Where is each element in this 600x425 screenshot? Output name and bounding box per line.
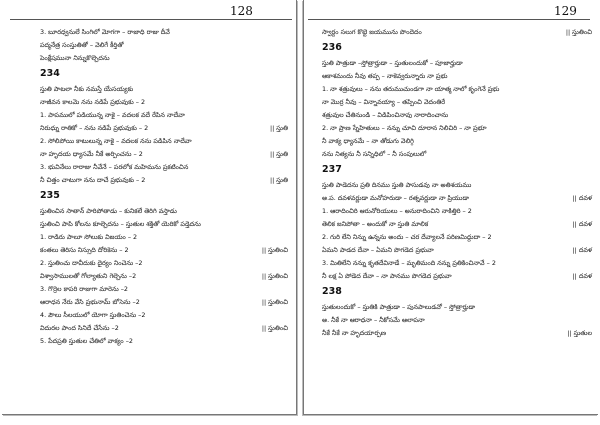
line-text: స్తుతి పాటలా నీకు నమస్తే యేసయ్యకు	[40, 85, 134, 93]
song-line	[322, 179, 592, 192]
line-text: 4. పౌలు సీలయులో యోగా స్తుతించెను –2	[40, 311, 146, 319]
song-line	[322, 122, 592, 135]
refrain-tag: || దవళ	[572, 192, 592, 205]
line-text: స్తుతి పాడెదను ప్రతి దినము స్తుతి పాసుడవు నా అతిశయము	[322, 181, 472, 189]
line-text: నను నిత్యను నీ సన్నిధిలో – నీ సంపులులో	[322, 150, 427, 158]
song-number	[322, 285, 592, 299]
line-text: 2. సోలిపోయి కాటులున్న నాకై – వదలక నను పడిపిన నాదేవా	[40, 137, 192, 145]
line-text: నీ వాక్య ధ్యానమే – నా తోడుగు వెలిగ్గి	[322, 137, 414, 145]
song-line	[322, 218, 592, 231]
song-line	[40, 205, 288, 218]
left-page	[2, 0, 297, 415]
line-text: పెంక్షేషమునా నిన్నుకొల్చెదను	[40, 54, 110, 62]
line-text: నా హృదయ ధ్యాసమే నీకే అర్పించను – 2	[40, 150, 143, 158]
refrain-tag: || స్తుతించి	[566, 26, 592, 39]
line-text: 1. రాడిరు పాలూ సోలుకు విజయం – 2	[40, 233, 138, 241]
song-line	[322, 96, 592, 109]
line-text: 2. గురి లేని నిన్ను ఉన్నను అందు – చర దేవ్యాలనే పరిణమిద్దుదా – 2	[322, 233, 492, 241]
page-content	[40, 26, 288, 348]
refrain-tag: || స్తుతించి	[262, 270, 288, 283]
song-line	[40, 26, 288, 39]
song-line	[322, 83, 592, 96]
line-text: 1. నా శత్రువులు – నను తరుముచుండగా నా యాత్మ నాలో కృంగెనే ప్రభు	[322, 85, 500, 93]
song-line	[40, 39, 288, 52]
line-text: అ. నీకే నా ఆరాధనా – నీకోసమే ఆలాపనా	[322, 316, 425, 324]
song-line	[40, 283, 288, 296]
song-line	[40, 96, 288, 109]
line-text: 237	[322, 164, 342, 175]
page-number: 129	[554, 4, 577, 18]
song-line	[40, 174, 288, 187]
line-text: 3. బూరధ్వనులే సింగిలో మోగగా – రాజాధి రాజు దీవే	[40, 28, 170, 36]
line-text: విదురల పాంద సినిదే చేసేను –2	[40, 324, 119, 332]
refrain-tag: || దవళ	[572, 270, 592, 283]
song-line	[40, 296, 288, 309]
song-line	[322, 231, 592, 244]
song-line	[40, 309, 288, 322]
refrain-tag: || స్తుతి	[270, 122, 288, 135]
line-text: 3. గొర్రెల కాపరి రాజుగా మారెను –2	[40, 285, 128, 293]
song-line	[322, 301, 592, 314]
line-text: నీకే నీకే నా హృదయార్పణ	[322, 329, 386, 337]
song-line	[40, 244, 288, 257]
line-text: అ.ప. దవళవర్ణుడా మనోహరుడా – రత్నవర్ణుడా నా ప్రియుడా	[322, 194, 469, 202]
song-line	[322, 135, 592, 148]
song-line	[322, 26, 592, 39]
line-text: 2. నా ప్రాణ స్నేహితులు – నన్ను చూచి దూరాన నిలిచిరి – నా ప్రభూ	[322, 124, 487, 132]
line-text: 236	[322, 42, 342, 53]
page-number: 128	[230, 4, 253, 18]
refrain-tag: || స్తుతి	[270, 148, 288, 161]
song-line	[322, 205, 592, 218]
refrain-tag: || దవళ	[572, 218, 592, 231]
line-text: 234	[40, 68, 60, 79]
song-line	[40, 122, 288, 135]
song-number	[40, 189, 288, 203]
song-line	[322, 148, 592, 161]
song-line	[322, 257, 592, 270]
line-text: తెలిక జనిపోతా – అందుకో నా స్తుతి మాలిక	[322, 220, 429, 228]
refrain-tag: || స్తుతించి	[262, 296, 288, 309]
line-text: స్తుతులందుకో – స్తుతికి పాత్రుడా – పునపాలుడవో – స్తోత్రార్హుడా	[322, 303, 476, 311]
refrain-tag: || స్తుతుల	[567, 327, 592, 340]
line-text: ఆరాధన నేరు వేసి ప్రభునామ్ బోసెను –2	[40, 298, 140, 306]
refrain-tag: || స్తుతి	[270, 174, 288, 187]
right-page	[303, 0, 598, 415]
song-line	[40, 335, 288, 348]
line-text: నీ లక్ష ఏ పోడెద దేవా – నా పానము పొగడెద ప్రభువా	[322, 272, 452, 280]
line-text: స్తుతి పాత్రుడా –స్తోత్రార్హుడా – స్తుతులందుకో – పూజార్హుడా	[322, 59, 463, 67]
song-line	[322, 70, 592, 83]
line-text: 3. భువినేలు రారాజు నీవేనే – పరలోక మహిమను ప్రకటించిన	[40, 163, 189, 171]
line-text: 1. ఆరాదించిరి ఆరునోరియులు – అనురాదించిని నాకిత్తిరి – 2	[322, 207, 472, 215]
line-text: స్తుతించిన సాతాన్ పారిపోతాడు – కునికలే తెరిగి వస్తాడు	[40, 207, 177, 215]
song-line	[40, 109, 288, 122]
line-text: స్వార్దం సలుగ కొట్టె జయమును పొందెదం	[322, 28, 422, 36]
song-line	[40, 148, 288, 161]
song-line	[322, 314, 592, 327]
song-number	[322, 163, 592, 177]
refrain-tag: || స్తుతించి	[262, 322, 288, 335]
song-line	[322, 57, 592, 70]
line-text: 5. పేదప్రతి స్తుతుల చేతిలో వాక్యం –2	[40, 337, 133, 345]
line-text: 3. మితిలేని నన్ను కృతదేవినాడే – మృతిమంది నన్ను ప్రతికించినావే – 2	[322, 259, 496, 267]
line-text: నాజీవన కాలమె నను నడిపే ప్రభువుకు – 2	[40, 98, 146, 106]
song-line	[40, 322, 288, 335]
refrain-tag: || స్తుతించి	[262, 244, 288, 257]
song-line	[40, 231, 288, 244]
song-number	[40, 67, 288, 81]
song-line	[322, 327, 592, 340]
song-line	[40, 257, 288, 270]
line-text: నా మొర్ర నీవు – విన్నావయ్యా – తప్పించి వెదంతిరే	[322, 98, 446, 106]
line-text: నీ చిత్తం చాటుగా నను దాచే ప్రభువుకు – 2	[40, 176, 146, 184]
line-text: స్తుతించి పాపి కోలను కూల్చెదను – స్తుతుల శక్తితో యెరికో పడ్తెదను	[40, 220, 201, 228]
song-line	[322, 244, 592, 257]
song-line	[322, 192, 592, 205]
line-text: ఆకాశమందు నీవు తప్ప – నాకెవ్వరున్నారు నా ప్రభు	[322, 72, 448, 80]
line-text: నిరుధ్ను రాతికో – నను నడిపే ప్రభువుకు – 2	[40, 124, 149, 132]
song-line	[322, 109, 592, 122]
page-content	[322, 26, 592, 340]
song-line	[40, 161, 288, 174]
line-text: 235	[40, 190, 60, 201]
line-text: పద్మనేత్ర సంస్తుతితో – వెలిగే కీర్తితో	[40, 41, 124, 49]
header-rule	[308, 19, 590, 20]
line-text: కంతలు తెరిసు నిస్సుది దోరికెను – 2	[40, 246, 129, 254]
line-text: 1. పాపములో పడియున్న నాకై – వదలక వదే రేపిన నాదేవా	[40, 111, 185, 119]
song-line	[40, 52, 288, 65]
header-rule	[10, 19, 292, 20]
line-text: ఏమని పాడద దేవా – ఏమని పొగడెద ప్రభువా	[322, 246, 434, 254]
song-number	[322, 41, 592, 55]
line-text: శత్రువుల చేతినుండి – విడిపించినావు నారాదించాను	[322, 111, 449, 119]
song-line	[322, 270, 592, 283]
refrain-tag: || దవళ	[572, 244, 592, 257]
song-line	[40, 135, 288, 148]
line-text: 2. స్తుతించు దావీదుకు దైర్యం నించెను –2	[40, 259, 143, 267]
song-line	[40, 83, 288, 96]
line-text: విశ్వాసాములతో గోల్యాతుని గెల్చెను –2	[40, 272, 137, 280]
line-text: 238	[322, 286, 342, 297]
song-line	[40, 270, 288, 283]
song-line	[40, 218, 288, 231]
